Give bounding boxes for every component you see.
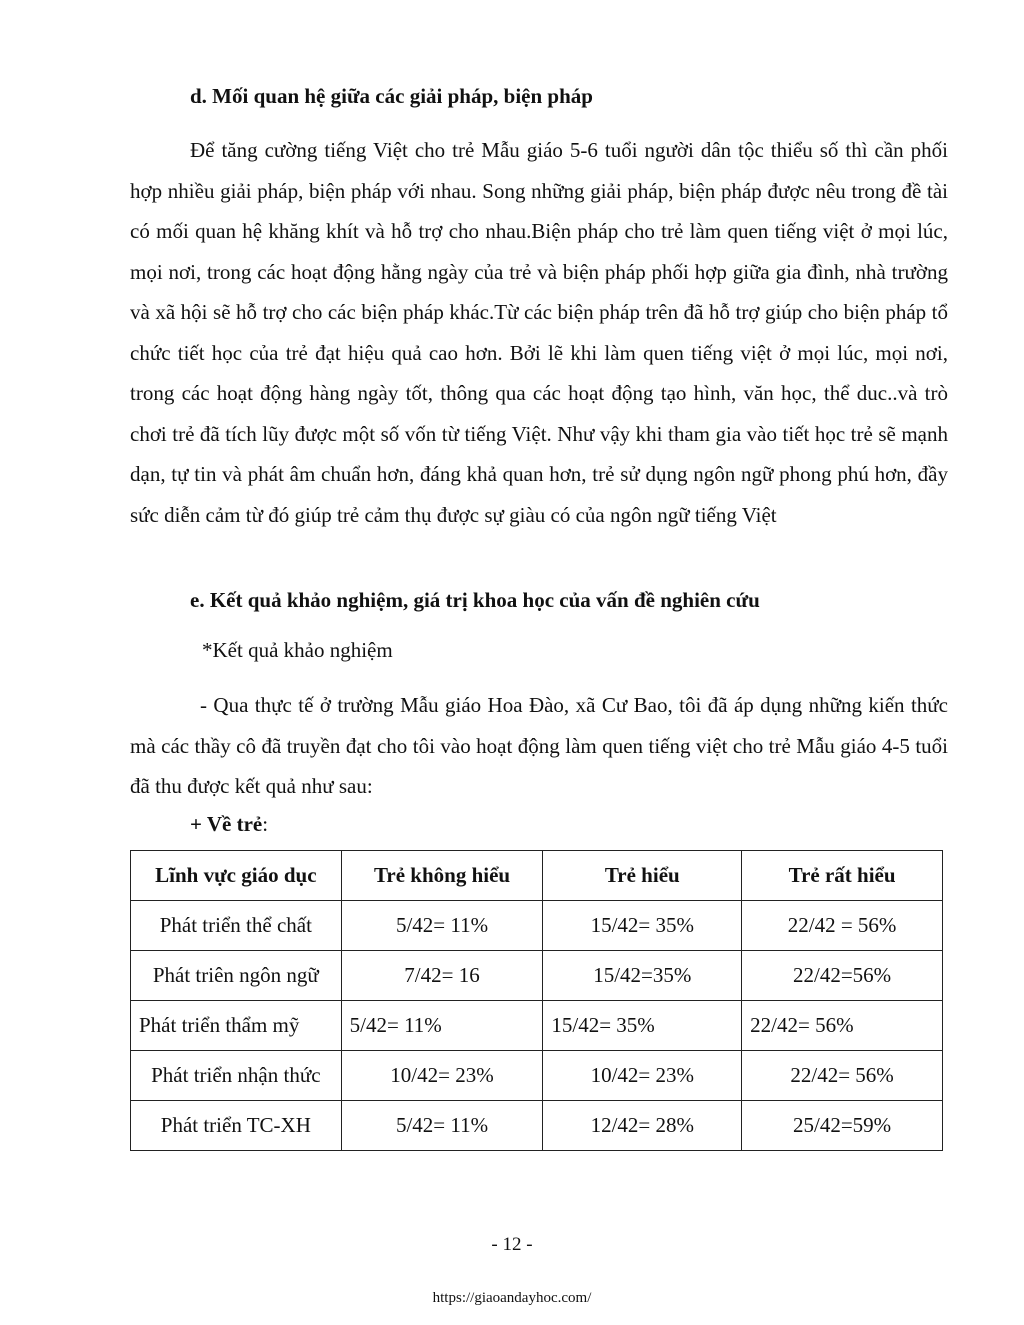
table-cell: 7/42= 16 <box>341 951 543 1001</box>
table-cell: 5/42= 11% <box>341 1101 543 1151</box>
table-cell: 5/42= 11% <box>341 901 543 951</box>
section-e-paragraph: - Qua thực tế ở trường Mẫu giáo Hoa Đào, xã Cư Bao, tôi đã áp dụng những kiến thức mà các thầy cô đã truyền đạt cho tôi vào hoạt động làm quen tiếng việt cho trẻ Mẫu giáo 4-5 tuổi đã thu được kết quả như sau: <box>130 693 948 798</box>
header-cell: Lĩnh vực giáo dục <box>131 851 342 901</box>
table-cell: 15/42= 35% <box>543 901 742 951</box>
table-row <box>131 901 943 951</box>
table-cell: 22/42= 56% <box>742 1001 943 1051</box>
survey-results-subheading: *Kết quả khảo nghiệm <box>202 638 393 662</box>
children-group-label-text: + Về trẻ <box>190 812 263 836</box>
table-cell: Phát triên ngôn ngữ <box>131 951 342 1001</box>
table-row <box>131 1101 943 1151</box>
table-row <box>131 951 943 1001</box>
table-cell: 25/42=59% <box>742 1101 943 1151</box>
footer-url[interactable]: https://giaoandayhoc.com/ <box>432 1290 592 1306</box>
header-cell: Trẻ không hiểu <box>341 851 543 901</box>
table-row <box>131 1051 943 1101</box>
section-d-heading: d. Mối quan hệ giữa các giải pháp, biện pháp <box>190 84 593 108</box>
header-cell: Trẻ rất hiểu <box>742 851 943 901</box>
table-cell: 12/42= 28% <box>543 1101 742 1151</box>
table-cell: Phát triển TC-XH <box>131 1101 342 1151</box>
table-cell: 15/42= 35% <box>543 1001 742 1051</box>
table-cell: 15/42=35% <box>543 951 742 1001</box>
page-number: - 12 - <box>491 1234 533 1255</box>
table-cell: 5/42= 11% <box>341 1001 543 1051</box>
table-cell: Phát triển thể chất <box>131 901 342 951</box>
table-cell: 22/42 = 56% <box>742 901 943 951</box>
header-cell: Trẻ hiểu <box>543 851 742 901</box>
section-e-heading: e. Kết quả khảo nghiệm, giá trị khoa học của vấn đề nghiên cứu <box>190 588 760 612</box>
table-cell: 22/42= 56% <box>742 1051 943 1101</box>
section-d-paragraph: Để tăng cường tiếng Việt cho trẻ Mẫu giáo 5-6 tuổi người dân tộc thiểu số thì cần phối hợp nhiều giải pháp, biện pháp với nhau. Song những giải pháp, biện pháp được nêu trong đề tài có mối quan hệ khăng khít và hỗ trợ cho nhau.Biện pháp cho trẻ làm quen tiếng việt ở mọi lúc, mọi nơi, trong các hoạt động hằng ngày của trẻ và biện pháp phối hợp giữa gia đình, nhà trường và xã hội sẽ hỗ trợ cho các biện pháp khác.Từ các biện pháp trên đã hỗ trợ giúp cho biện pháp tổ chức tiết học của trẻ đạt hiệu quả cao hơn. Bởi lẽ khi làm quen tiếng việt ở mọi lúc, mọi nơi, trong các hoạt động hàng ngày tốt, thông qua các hoạt động tạo hình, văn học, thể duc..và trò chơi trẻ đã tích lũy được một số vốn từ tiếng Việt. Như vậy khi tham gia vào tiết học trẻ sẽ mạnh dạn, tự tin và phát âm chuẩn hơn, đáng khả quan hơn, trẻ sử dụng ngôn ngữ phong phú hơn, đầy sức diễn cảm từ đó giúp trẻ cảm thụ được sự giàu có của ngôn ngữ tiếng Việt <box>130 138 948 527</box>
table-cell: Phát triển nhận thức <box>131 1051 342 1101</box>
table-cell: 10/42= 23% <box>543 1051 742 1101</box>
children-group-label-colon: : <box>262 812 269 836</box>
table-cell: 22/42=56% <box>742 951 943 1001</box>
table-header-row <box>131 851 943 901</box>
table-cell: Phát triển thẩm mỹ <box>131 1001 342 1051</box>
results-table <box>130 850 943 1151</box>
children-group-label <box>190 812 268 837</box>
table-cell: 10/42= 23% <box>341 1051 543 1101</box>
table-row <box>131 1001 943 1051</box>
